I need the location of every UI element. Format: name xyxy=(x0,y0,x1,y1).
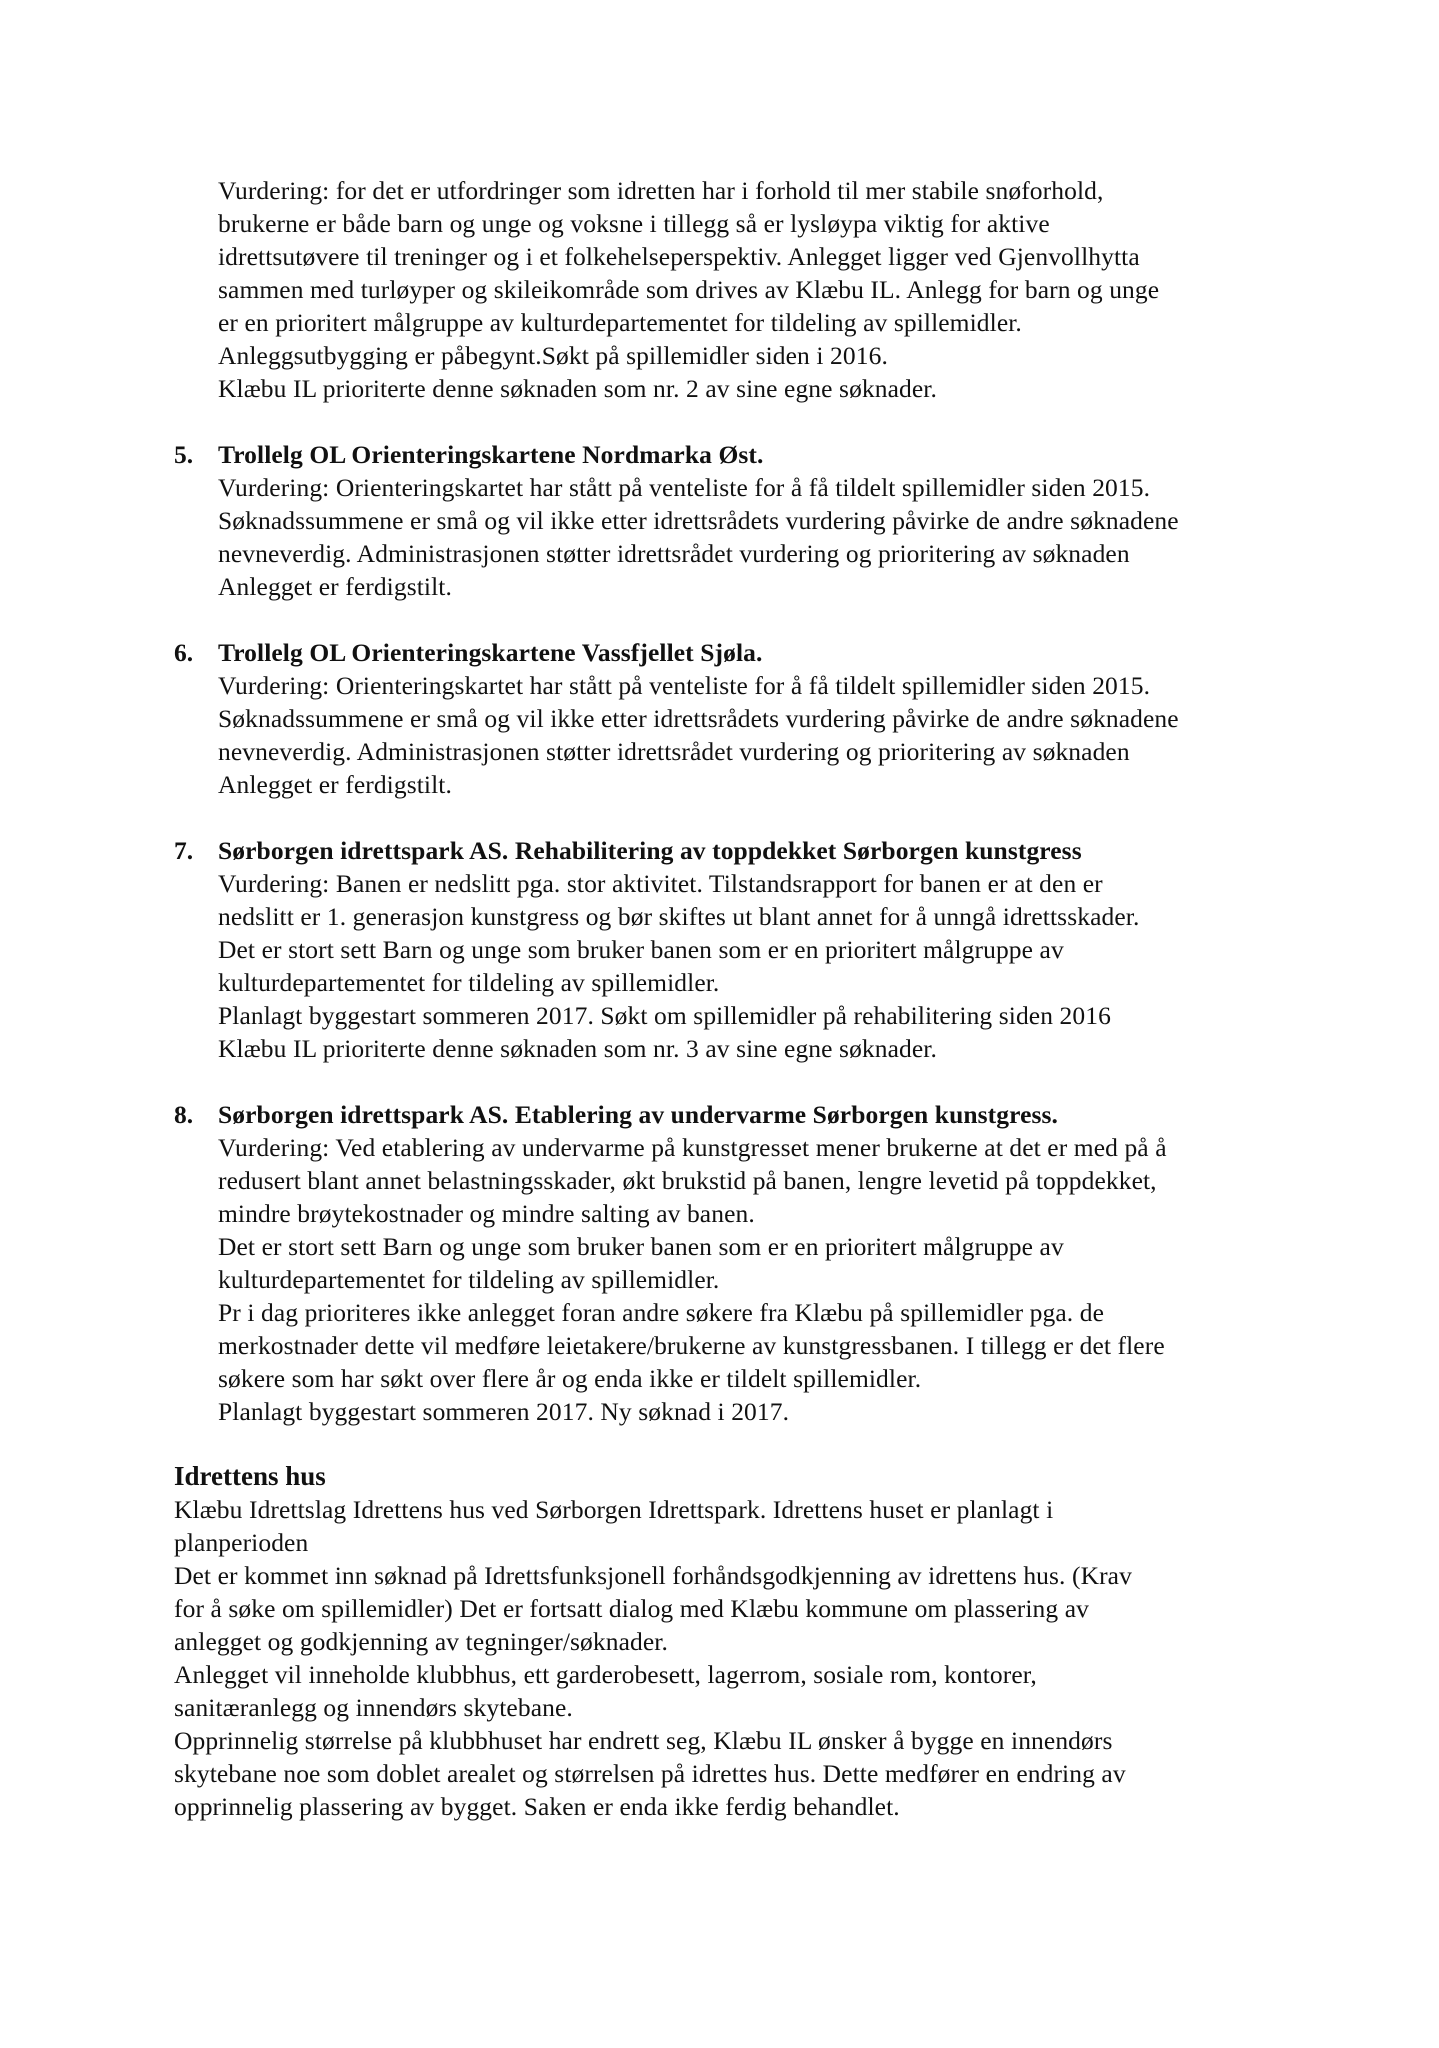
item-number: 7. xyxy=(174,836,194,865)
item-line: merkostnader dette vil medføre leietakere/brukerne av kunstgressbanen. I tillegg er det flere xyxy=(218,1331,1165,1360)
item-title: Trollelg OL Orienteringskartene Nordmarka Øst. xyxy=(218,440,764,469)
item-title: Trollelg OL Orienteringskartene Vassfjellet Sjøla. xyxy=(218,638,763,667)
intro-line: Vurdering: for det er utfordringer som idretten har i forhold til mer stabile snøforhold, xyxy=(218,176,1104,205)
section-line: Klæbu Idrettslag Idrettens hus ved Sørborgen Idrettspark. Idrettens huset er planlagt i xyxy=(174,1495,1054,1524)
item-line: Søknadssummene er små og vil ikke etter idrettsrådets vurdering påvirke de andre søknadene xyxy=(218,704,1179,733)
section-line: Anlegget vil inneholde klubbhus, ett garderobesett, lagerrom, sosiale rom, kontorer, xyxy=(174,1660,1037,1689)
item-title: Sørborgen idrettspark AS. Etablering av undervarme Sørborgen kunstgress. xyxy=(218,1100,1059,1129)
item-line: mindre brøytekostnader og mindre salting av banen. xyxy=(218,1199,755,1228)
section-line: planperioden xyxy=(174,1528,309,1557)
item-line: Vurdering: Banen er nedslitt pga. stor aktivitet. Tilstandsrapport for banen er at den er xyxy=(218,869,1103,898)
section-line: skytebane noe som doblet arealet og størrelsen på idrettes hus. Dette medfører en endring av xyxy=(174,1759,1126,1788)
section-line: for å søke om spillemidler) Det er fortsatt dialog med Klæbu kommune om plassering av xyxy=(174,1594,1089,1623)
intro-line: sammen med turløyper og skileikområde som drives av Klæbu IL. Anlegg for barn og unge xyxy=(218,275,1160,304)
item-line: Pr i dag prioriteres ikke anlegget foran andre søkere fra Klæbu på spillemidler pga. de xyxy=(218,1298,1105,1327)
section-line: sanitæranlegg og innendørs skytebane. xyxy=(174,1693,573,1722)
item-line: Anlegget er ferdigstilt. xyxy=(218,572,452,601)
intro-line: idrettsutøvere til treninger og i et folkehelseperspektiv. Anlegget ligger ved Gjenvollhytta xyxy=(218,242,1140,271)
item-line: Det er stort sett Barn og unge som bruker banen som er en prioritert målgruppe av xyxy=(218,1232,1064,1261)
item-line: Vurdering: Ved etablering av undervarme på kunstgresset mener brukerne at det er med på å xyxy=(218,1133,1167,1162)
item-title: Sørborgen idrettspark AS. Rehabilitering av toppdekket Sørborgen kunstgress xyxy=(218,836,1082,865)
section-heading: Idrettens hus xyxy=(174,1461,326,1491)
item-line: nevneverdig. Administrasjonen støtter idrettsrådet vurdering og prioritering av søknaden xyxy=(218,539,1130,568)
item-line: Anlegget er ferdigstilt. xyxy=(218,770,452,799)
item-line: nevneverdig. Administrasjonen støtter idrettsrådet vurdering og prioritering av søknaden xyxy=(218,737,1130,766)
intro-line: brukerne er både barn og unge og voksne i tillegg så er lysløypa viktig for aktive xyxy=(218,209,1050,238)
intro-line: Klæbu IL prioriterte denne søknaden som nr. 2 av sine egne søknader. xyxy=(218,374,937,403)
intro-line: er en prioritert målgruppe av kulturdepartementet for tildeling av spillemidler. xyxy=(218,308,1022,337)
item-number: 5. xyxy=(174,440,194,469)
item-line: nedslitt er 1. generasjon kunstgress og bør skiftes ut blant annet for å unngå idrettsskader. xyxy=(218,902,1140,931)
item-line: redusert blant annet belastningsskader, økt brukstid på banen, lengre levetid på toppdekket, xyxy=(218,1166,1157,1195)
item-line: Vurdering: Orienteringskartet har stått på venteliste for å få tildelt spillemidler siden 2015. xyxy=(218,473,1151,502)
item-line: kulturdepartementet for tildeling av spillemidler. xyxy=(218,968,720,997)
item-number: 6. xyxy=(174,638,194,667)
item-line: Planlagt byggestart sommeren 2017. Ny søknad i 2017. xyxy=(218,1397,790,1426)
intro-line: Anleggsutbygging er påbegynt.Søkt på spillemidler siden i 2016. xyxy=(218,341,888,370)
section-line: anlegget og godkjenning av tegninger/søknader. xyxy=(174,1627,668,1656)
item-line: søkere som har søkt over flere år og enda ikke er tildelt spillemidler. xyxy=(218,1364,922,1393)
section-line: opprinnelig plassering av bygget. Saken er enda ikke ferdig behandlet. xyxy=(174,1792,900,1821)
item-line: Klæbu IL prioriterte denne søknaden som nr. 3 av sine egne søknader. xyxy=(218,1034,937,1063)
item-line: Vurdering: Orienteringskartet har stått på venteliste for å få tildelt spillemidler siden 2015. xyxy=(218,671,1151,700)
item-line: Planlagt byggestart sommeren 2017. Søkt om spillemidler på rehabilitering siden 2016 xyxy=(218,1001,1111,1030)
item-line: kulturdepartementet for tildeling av spillemidler. xyxy=(218,1265,720,1294)
section-line: Det er kommet inn søknad på Idrettsfunksjonell forhåndsgodkjenning av idrettens hus. (Krav xyxy=(174,1561,1132,1590)
item-number: 8. xyxy=(174,1100,194,1129)
item-line: Det er stort sett Barn og unge som bruker banen som er en prioritert målgruppe av xyxy=(218,935,1064,964)
item-line: Søknadssummene er små og vil ikke etter idrettsrådets vurdering påvirke de andre søknadene xyxy=(218,506,1179,535)
section-line: Opprinnelig størrelse på klubbhuset har endrett seg, Klæbu IL ønsker å bygge en innendørs xyxy=(174,1726,1113,1755)
